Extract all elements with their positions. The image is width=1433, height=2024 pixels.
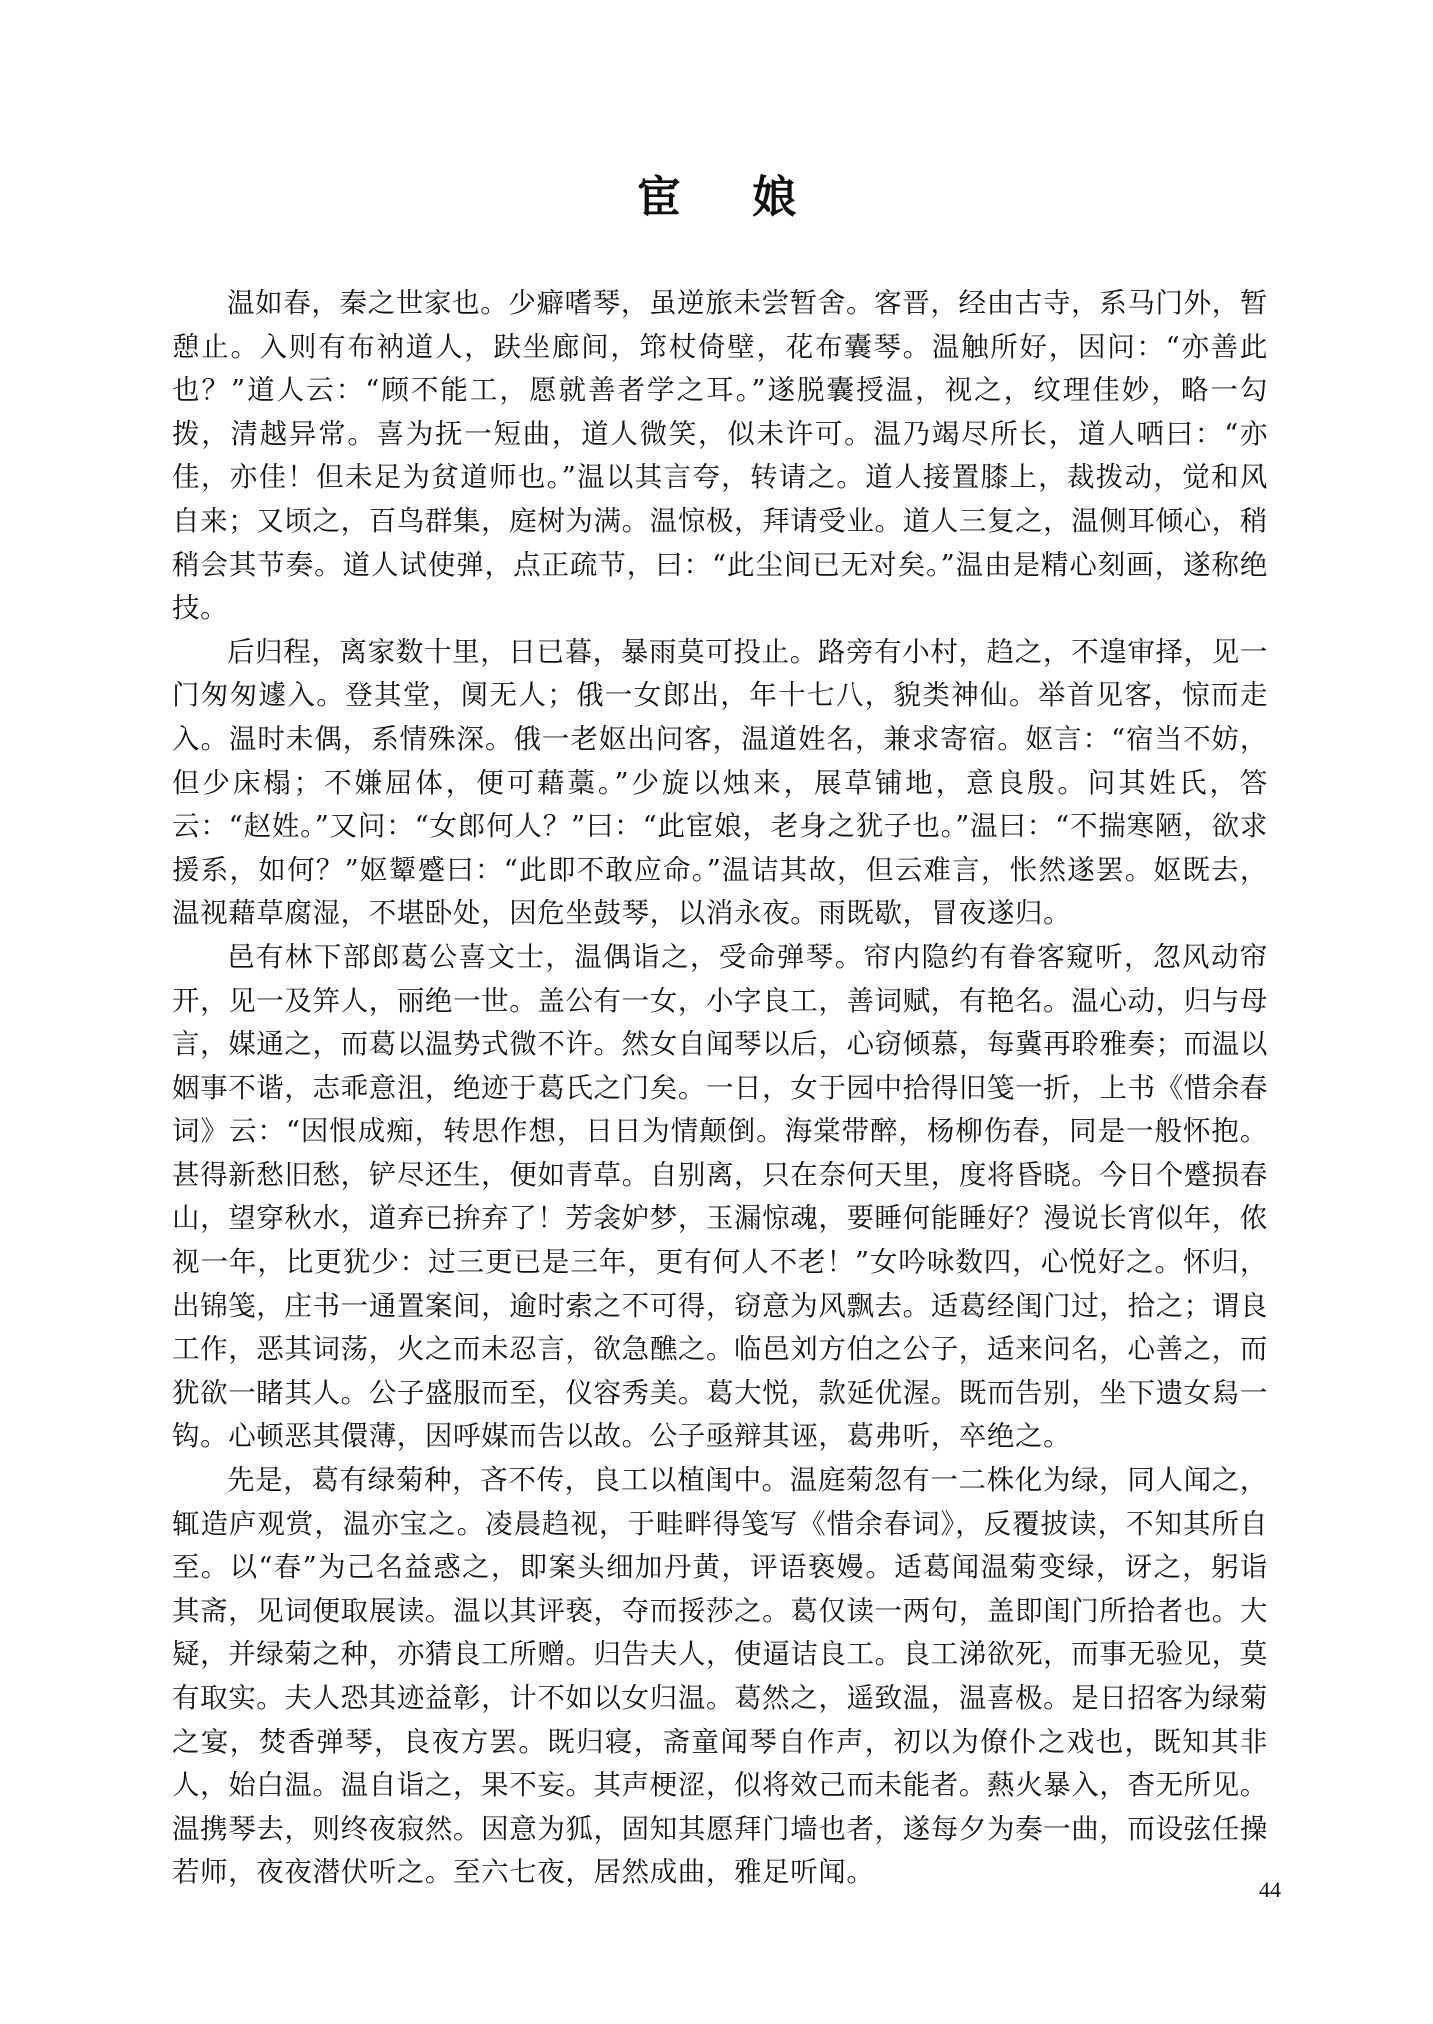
body-text (172, 282, 1268, 1895)
paragraph-1: 温如春，秦之世家也。少癖嗜琴，虽逆旅未尝暂舍。客晋，经由古寺，系马门外，暂憩止。入则有布衲道人，趺坐廊间，筇杖倚壁，花布囊琴。温触所好，因问：“亦善此也？”道人云：“顾不能工，愿就善者学之耳。”遂脱囊授温，视之，纹理佳妙，略一勾拨，清越异常。喜为抚一短曲，道人微笑，似未许可。温乃竭尽所长，道人哂曰：“亦佳，亦佳！但未足为贫道师也。”温以其言夸，转请之。道人接置膝上，裁拨动，觉和风自来；又顷之，百鸟群集，庭树为满。温惊极，拜请受业。道人三复之，温侧耳倾心，稍稍会其节奏。道人试使弹，点正疏节，曰：“此尘间已无对矣。”温由是精心刻画，遂称绝技。 (172, 287, 1268, 625)
paragraph-4: 先是，葛有绿菊种，吝不传，良工以植闺中。温庭菊忽有一二株化为绿，同人闻之，辄造庐观赏，温亦宝之。凌晨趋视，于畦畔得笺写《惜余春词》，反覆披读，不知其所自至。以“春”为己名益惑之，即案头细加丹黄，评语亵嫚。适葛闻温菊变绿，讶之，躬诣其斋，见词便取展读。温以其评亵，夺而挼莎之。葛仅读一两句，盖即闺门所拾者也。大疑，并绿菊之种，亦猜良工所赠。归告夫人，使逼诘良工。良工涕欲死，而事无验见，莫有取实。夫人恐其迹益彰，计不如以女归温。葛然之，遥致温，温喜极。是日招客为绿菊之宴，焚香弹琴，良夜方罢。既归寝，斋童闻琴自作声，初以为僚仆之戏也，既知其非人，始白温。温自诣之，果不妄。其声梗涩，似将效己而未能者。爇火暴入，杳无所见。温携琴去，则终夜寂然。因意为狐，固知其愿拜门墙也者，遂每夕为奏一曲，而设弦任操若师，夜夜潜伏听之。至六七夜，居然成曲，雅足听闻。 (172, 1464, 1268, 1889)
page-title: 宦 娘 (636, 172, 825, 223)
paragraph-2: 后归程，离家数十里，日已暮，暴雨莫可投止。路旁有小村，趋之，不遑审择，见一门匆匆遽入。登其堂，阒无人；俄一女郎出，年十七八，貌类神仙。举首见客，惊而走入。温时未偶，系情殊深。俄一老妪出问客，温道姓名，兼求寄宿。妪言：“宿当不妨，但少床榻；不嫌屈体，便可藉藁。”少旋以烛来，展草铺地，意良殷。问其姓氏，答云：“赵姓。”又问：“女郎何人？”曰：“此宦娘，老身之犹子也。”温曰：“不揣寒陋，欲求援系，如何？”妪颦蹙曰：“此即不敢应命。”温诘其故，但云难言，怅然遂罢。妪既去，温视藉草腐湿，不堪卧处，因危坐鼓琴，以消永夜。雨既歇，冒夜遂归。 (172, 635, 1268, 930)
page-number: 44 (1259, 1877, 1281, 1902)
paragraph-3: 邑有林下部郎葛公喜文士，温偶诣之，受命弹琴。帘内隐约有眷客窥听，忽风动帘开，见一及笄人，丽绝一世。盖公有一女，小字良工，善词赋，有艳名。温心动，归与母言，媒通之，而葛以温势式微不许。然女自闻琴以后，心窃倾慕，每冀再聆雅奏；而温以姻事不谐，志乖意沮，绝迹于葛氏之门矣。一日，女于园中拾得旧笺一折，上书《惜余春词》云：“因恨成痴，转思作想，日日为情颠倒。海棠带醉，杨柳伤春，同是一般怀抱。甚得新愁旧愁，铲尽还生，便如青草。自别离，只在奈何天里，度将昏晓。今日个蹙损春山，望穿秋水，道弃已拚弃了！芳衾妒梦，玉漏惊魂，要睡何能睡好？漫说长宵似年，侬视一年，比更犹少：过三更已是三年，更有何人不老！”女吟咏数四，心悦好之。怀归，出锦笺，庄书一通置案间，逾时索之不可得，窃意为风飘去。适葛经闺门过，拾之；谓良工作，恶其词荡，火之而未忍言，欲急醮之。临邑刘方伯之公子，适来问名，心善之，而犹欲一睹其人。公子盛服而至，仪容秀美。葛大悦，款延优渥。既而告别，坐下遗女舄一钩。心顿恶其儇薄，因呼媒而告以故。公子亟辩其诬，葛弗听，卒绝之。 (172, 940, 1268, 1453)
